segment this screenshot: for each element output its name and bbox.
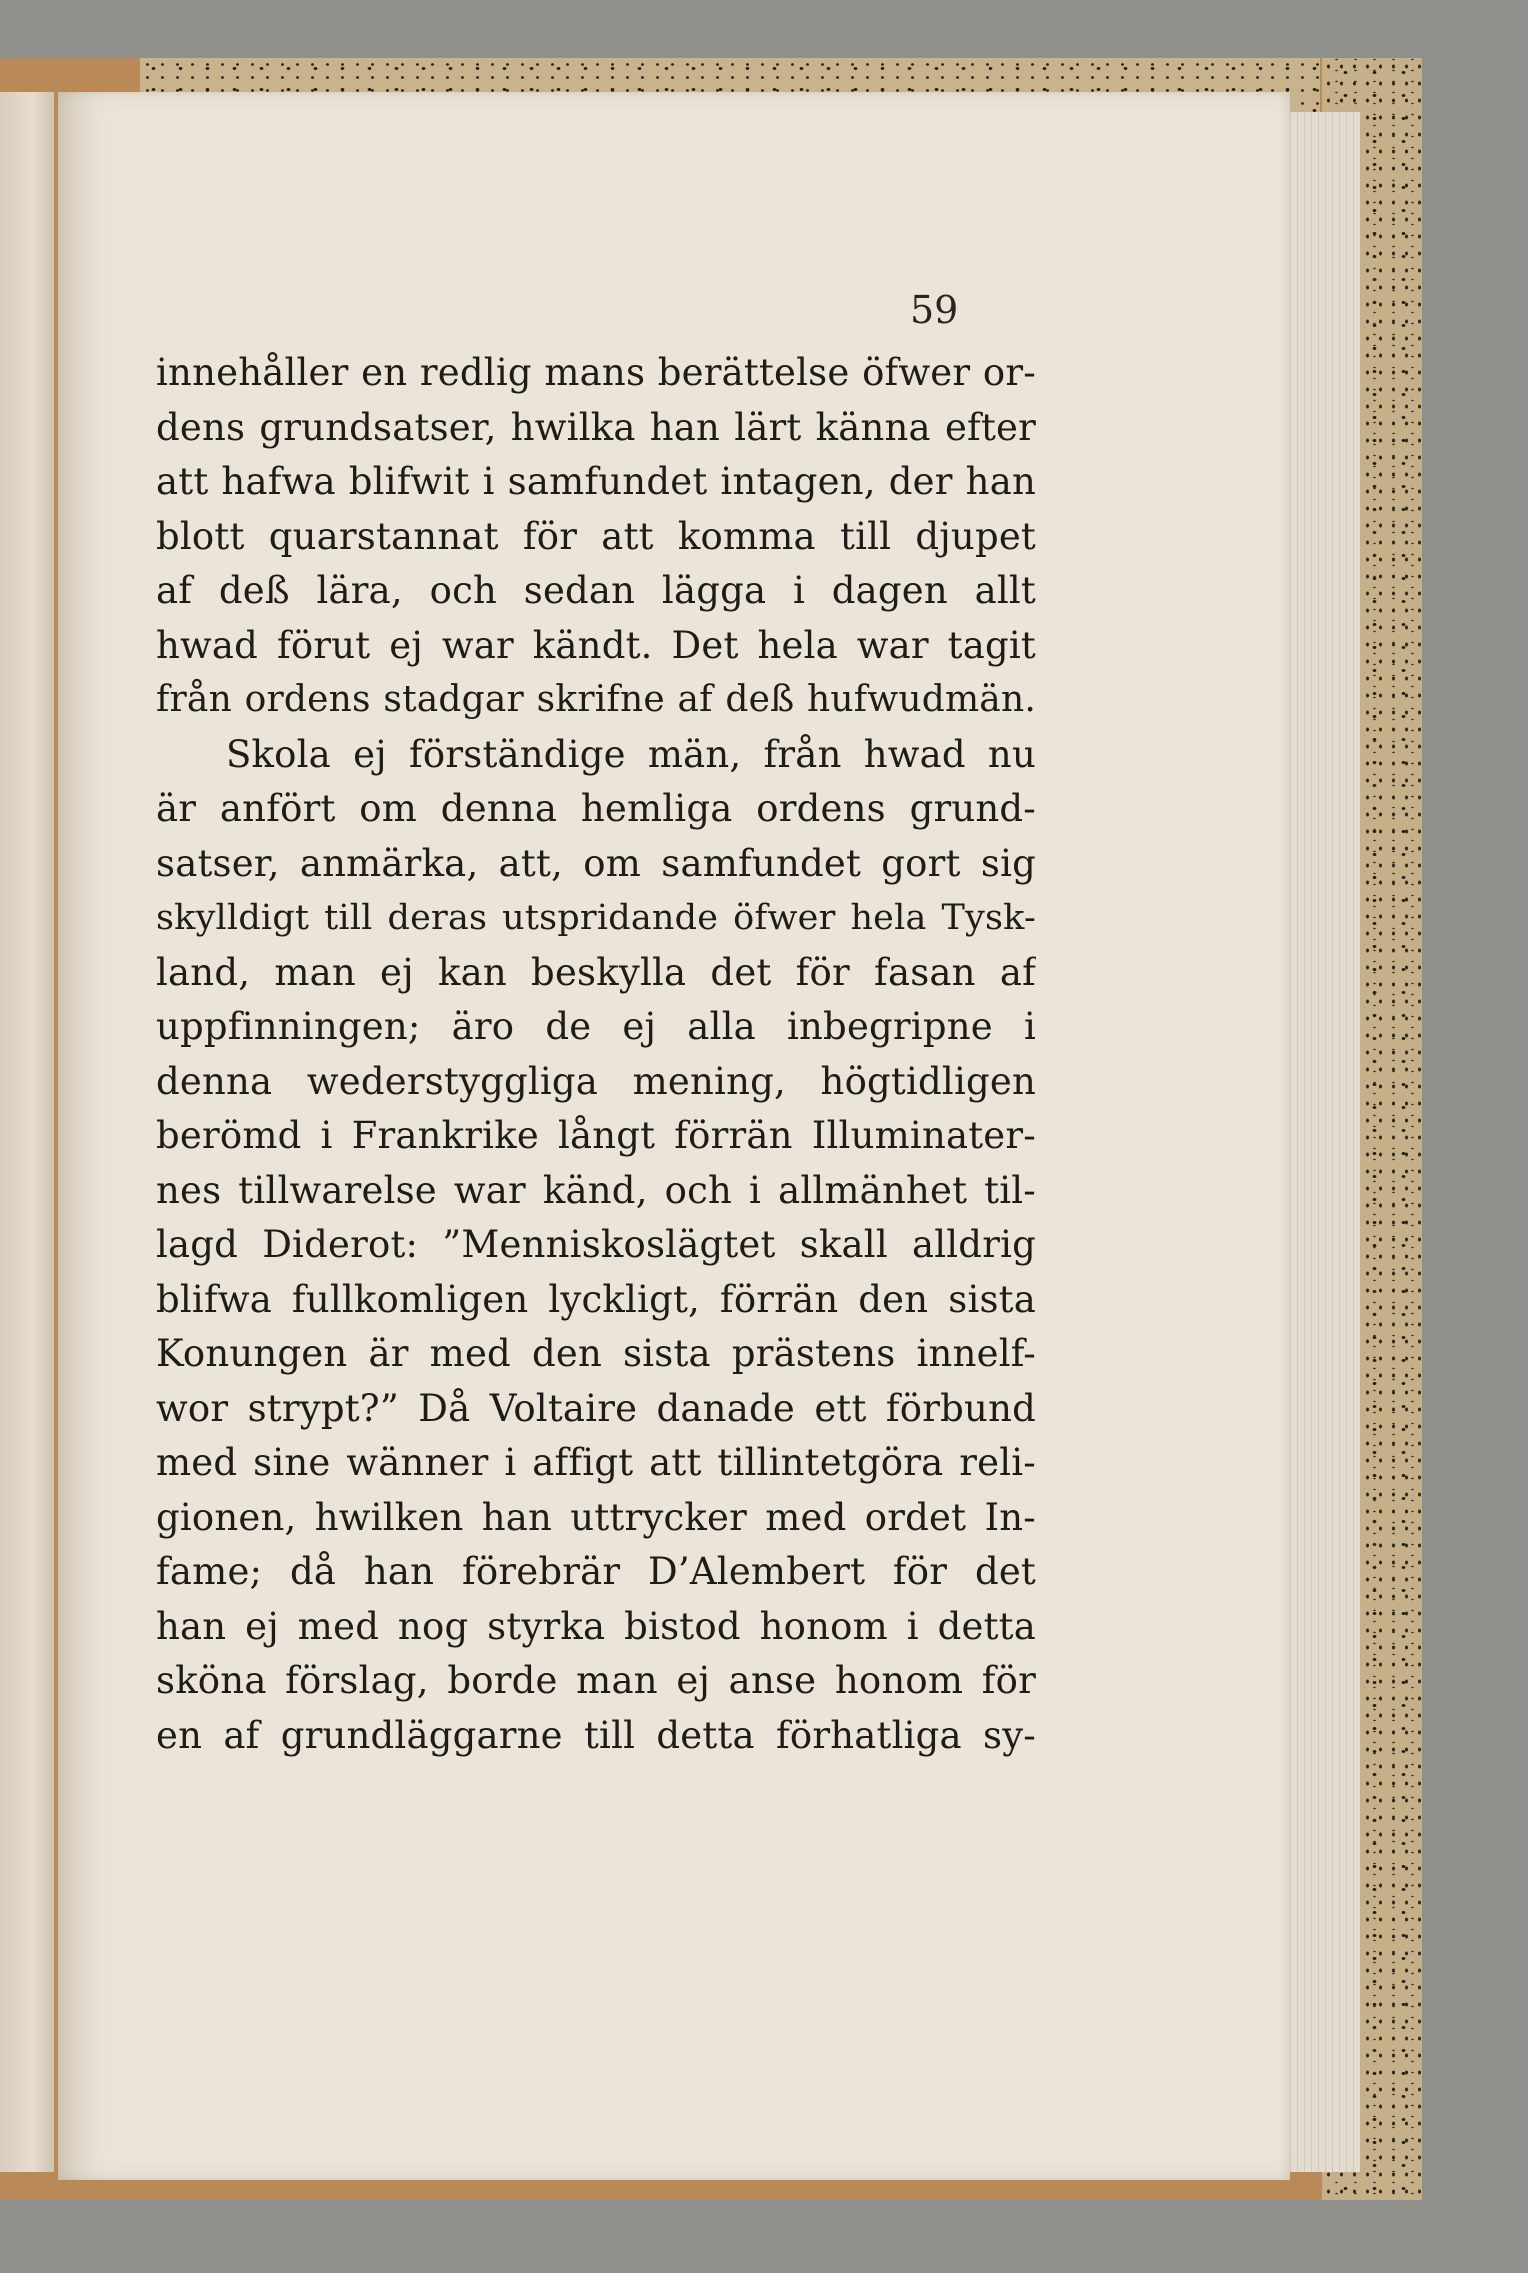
text-line: fame; då han förebrär D’Alembert för det xyxy=(156,1550,1036,1593)
text-line: blifwa fullkomligen lyckligt, förrän den sista xyxy=(156,1277,1036,1321)
text-line: af deß lära, och sedan lägga i dagen allt xyxy=(156,569,1036,612)
page-text-block xyxy=(156,346,1036,1763)
text-line: en af grundläggarne till detta förhatliga sy- xyxy=(156,1713,1036,1757)
text-line: wor strypt?” Då Voltaire danade ett förbund xyxy=(156,1386,1036,1430)
left-page-edge xyxy=(0,92,54,2172)
text-line: skylldigt till deras utspridande öfwer hela Tysk- xyxy=(156,898,1036,938)
text-line: lagd Diderot: ”Menniskoslägtet skall alldrig xyxy=(156,1223,1036,1266)
text-line: Konungen är med den sista prästens innelf- xyxy=(156,1332,1036,1375)
text-line: blott quarstannat för att komma till djupet xyxy=(156,514,1036,558)
text-line: med sine wänner i affigt att tillintetgöra reli- xyxy=(156,1441,1036,1484)
text-line: att hafwa blifwit i samfundet intagen, der han xyxy=(156,460,1036,503)
text-line: innehåller en redlig mans berättelse öfwer or- xyxy=(156,351,1036,394)
text-line: nes tillwarelse war känd, och i allmänhet til- xyxy=(156,1168,1036,1212)
text-line: uppfinningen; äro de ej alla inbegripne i xyxy=(156,1005,1036,1048)
book-page xyxy=(58,92,1290,2180)
text-line: gionen, hwilken han uttrycker med ordet In- xyxy=(156,1495,1036,1539)
page-number: 59 xyxy=(910,288,959,332)
text-line: satser, anmärka, att, om samfundet gort sig xyxy=(156,841,1036,885)
text-line: från ordens stadgar skrifne af deß hufwudmän. xyxy=(156,679,1036,720)
text-line: han ej med nog styrka bistod honom i detta xyxy=(156,1604,1036,1648)
text-line: sköna förslag, borde man ej anse honom för xyxy=(156,1659,1036,1702)
text-line: dens grundsatser, hwilka han lärt känna efter xyxy=(156,405,1036,449)
text-line: berömd i Frankrike långt förrän Illuminater- xyxy=(156,1114,1036,1157)
text-line: land, man ej kan beskylla det för fasan af xyxy=(156,950,1036,994)
text-line: är anfört om denna hemliga ordens grund- xyxy=(156,787,1036,830)
text-line: denna wederstyggliga mening, högtidligen xyxy=(156,1059,1036,1103)
text-line: hwad förut ej war kändt. Det hela war tagit xyxy=(156,623,1036,667)
text-line: Skola ej förständige män, från hwad nu xyxy=(226,732,1036,776)
